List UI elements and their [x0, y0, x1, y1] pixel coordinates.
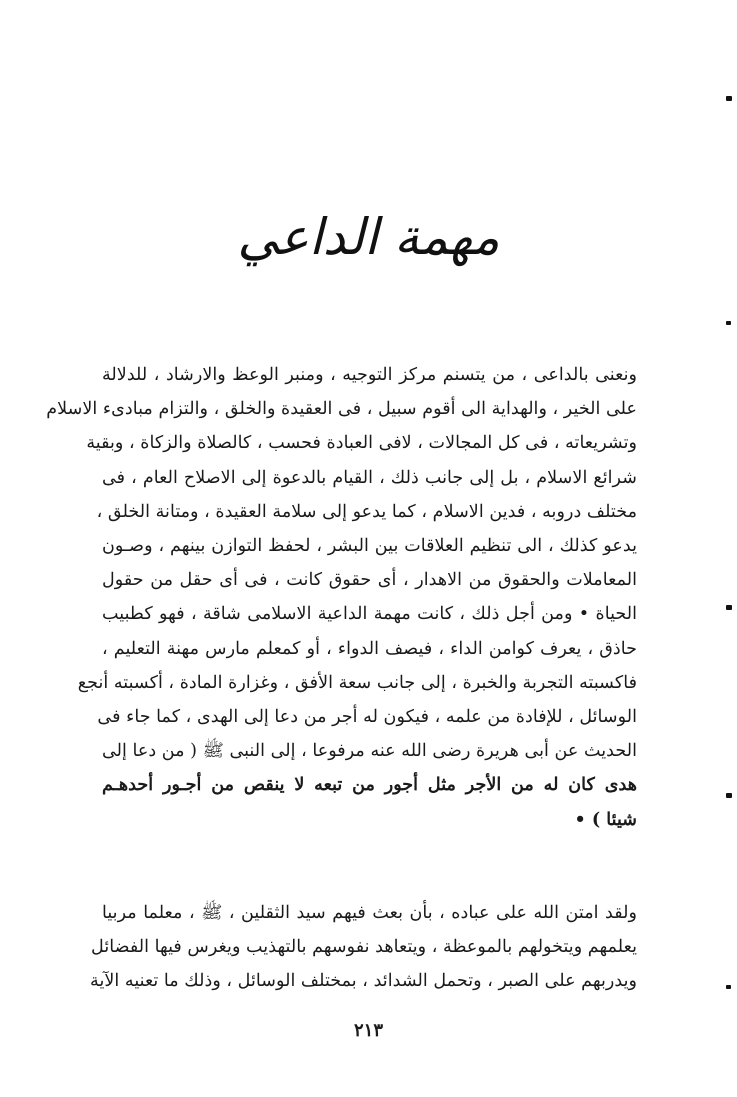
text-line: حاذق ، يعرف كوامن الداء ، فيصف الدواء ، أو كمعلم مارس مهنة التعليم ،: [102, 638, 637, 659]
text-line: ونعنى بالداعى ، من يتسنم مركز التوجيه ، ومنبر الوعظ والارشاد ، للدلالة: [102, 365, 637, 385]
margin-mark-icon: [726, 605, 732, 610]
text-line: الوسائل ، للإفادة من علمه ، فيكون له أجر من دعا إلى الهدى ، كما جاء فى: [97, 707, 637, 728]
text-line: على الخير ، والهداية الى أقوم سبيل ، فى العقيدة والخلق ، والتزام مبادىء الاسلام: [46, 399, 637, 420]
chapter-title: مهمة الداعي: [237, 208, 500, 266]
text-line: الحديث عن أبى هريرة رضى الله عنه مرفوعا ، إلى النبى ﷺ ( من دعا إلى: [101, 741, 637, 762]
text-line: مختلف دروبه ، فدين الاسلام ، كما يدعو إلى سلامة العقيدة ، ومتانة الخلق ،: [96, 501, 637, 522]
text-line: ويدربهم على الصبر ، وتحمل الشدائد ، بمختلف الوسائل ، وذلك ما تعنيه الآية: [90, 971, 637, 992]
text-line: يدعو كذلك ، الى تنظيم العلاقات بين البشر ، لحفظ التوازن بينهم ، وصـون: [102, 536, 637, 557]
text-line: الحياة • ومن أجل ذلك ، كانت مهمة الداعية الاسلامى شاقة ، فهو كطبيب: [102, 604, 637, 625]
margin-mark-icon: [726, 96, 732, 101]
text-line: وتشريعاته ، فى كل المجالات ، لافى العبادة فحسب ، كالصلاة والزكاة ، وبقية: [86, 433, 637, 454]
paragraph-1: [46, 358, 637, 837]
text-line: ولقد امتن الله على عباده ، بأن بعث فيهم سيد الثقلين ، ﷺ ، معلما مربيا: [102, 903, 637, 923]
hadith-quote-line: شيئا ) •: [574, 808, 637, 830]
page-number: ٢١٣: [353, 1020, 383, 1041]
paragraph-2: [90, 896, 637, 999]
text-line: يعلمهم ويتخولهم بالموعظة ، ويتعاهد نفوسهم بالتهذيب ويغرس فيها الفضائل: [91, 937, 637, 958]
margin-mark-icon: [726, 793, 732, 798]
text-line: المعاملات والحقوق من الاهدار ، أى حقوق كانت ، فى أى حقل من حقول: [102, 570, 637, 591]
margin-mark-icon: [726, 321, 731, 325]
margin-mark-icon: [726, 985, 731, 989]
hadith-quote-line: هدى كان له من الأجر مثل أجور من تبعه لا ينقص من أجـور أحدهـم: [102, 774, 637, 796]
text-line: فاكسبته التجربة والخبرة ، إلى جانب سعة الأفق ، وغزارة المادة ، أكسبته أنجع: [77, 672, 637, 693]
text-line: شرائع الاسلام ، بل إلى جانب ذلك ، القيام بالدعوة إلى الاصلاح العام ، فى: [102, 467, 637, 488]
